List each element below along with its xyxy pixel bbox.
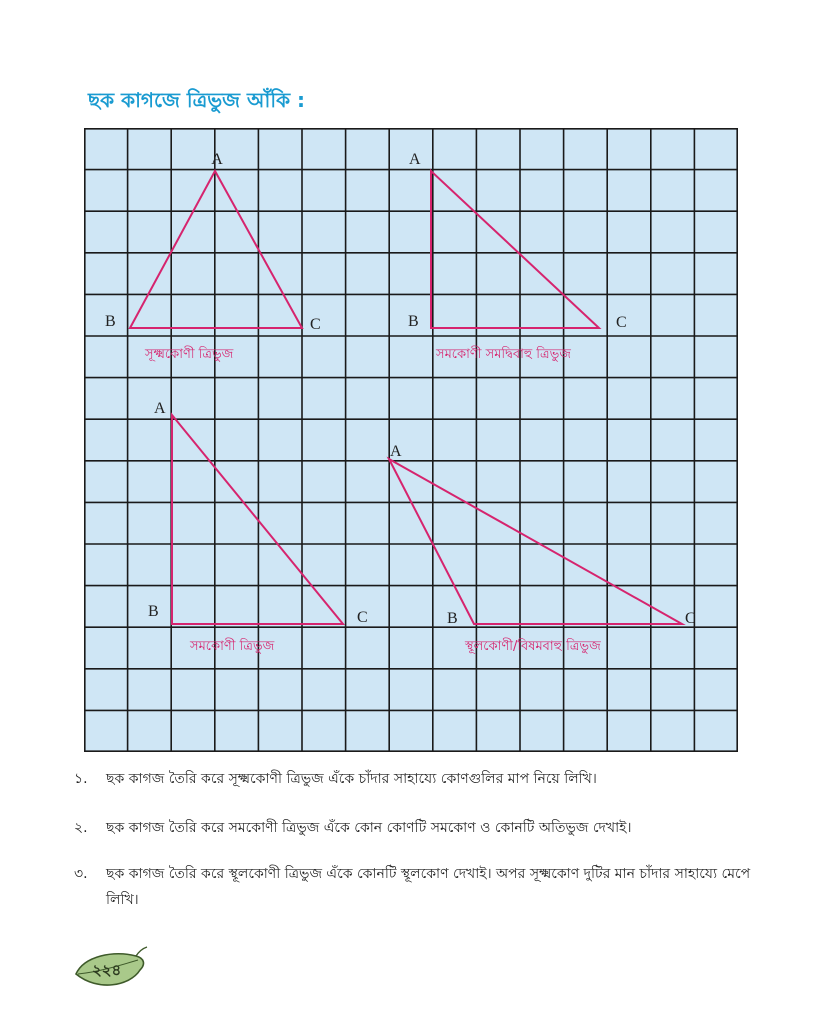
graph-paper [84, 128, 738, 752]
vertex-label-c: C [357, 609, 368, 626]
figure-caption: সমকোণী সমদ্বিবাহু ত্রিভুজ [436, 347, 571, 362]
vertex-label-a: A [390, 443, 402, 460]
figure-caption: সমকোণী ত্রিভুজ [190, 639, 275, 654]
vertex-label-c: C [310, 316, 321, 333]
graph-background [84, 128, 738, 752]
vertex-label-a: A [211, 151, 223, 168]
graph-paper-svg [84, 128, 738, 752]
page-heading: ছক কাগজে ত্রিভুজ আঁকি : [88, 88, 306, 112]
vertex-label-c: C [616, 314, 627, 331]
question-3 [74, 861, 764, 913]
figure-caption: স্থূলকোণী/বিষমবাহু ত্রিভুজ [465, 639, 601, 654]
vertex-label-a: A [154, 400, 166, 417]
vertex-label-b: B [148, 603, 159, 620]
question-number: ১. [74, 771, 88, 787]
question-text: ছক কাগজ তৈরি করে সূক্ষ্মকোণী ত্রিভুজ এঁকে চাঁদার সাহায্যে কোণগুলির মাপ নিয়ে লিখি। [106, 771, 597, 787]
question-2 [74, 815, 764, 841]
vertex-label-a: A [409, 151, 421, 168]
question-text: ছক কাগজ তৈরি করে সমকোণী ত্রিভুজ এঁকে কোন কোণটি সমকোণ ও কোনটি অতিভুজ দেখাই। [106, 820, 632, 836]
vertex-label-c: C [685, 610, 696, 627]
vertex-label-b: B [408, 313, 419, 330]
figure-caption: সূক্ষ্মকোণী ত্রিভুজ [145, 347, 234, 362]
question-1 [74, 766, 764, 792]
page-number: ২২৪ [92, 961, 122, 979]
question-number: ৩. [74, 866, 88, 882]
vertex-label-b: B [447, 610, 458, 627]
vertex-label-b: B [105, 313, 116, 330]
question-number: ২. [74, 820, 88, 836]
question-text: ছক কাগজ তৈরি করে স্থূলকোণী ত্রিভুজ এঁকে কোনটি স্থূলকোণ দেখাই। অপর সূক্ষ্মকোণ দুটির মান চাঁদার সাহায্যে মেপে লিখি। [106, 866, 751, 908]
